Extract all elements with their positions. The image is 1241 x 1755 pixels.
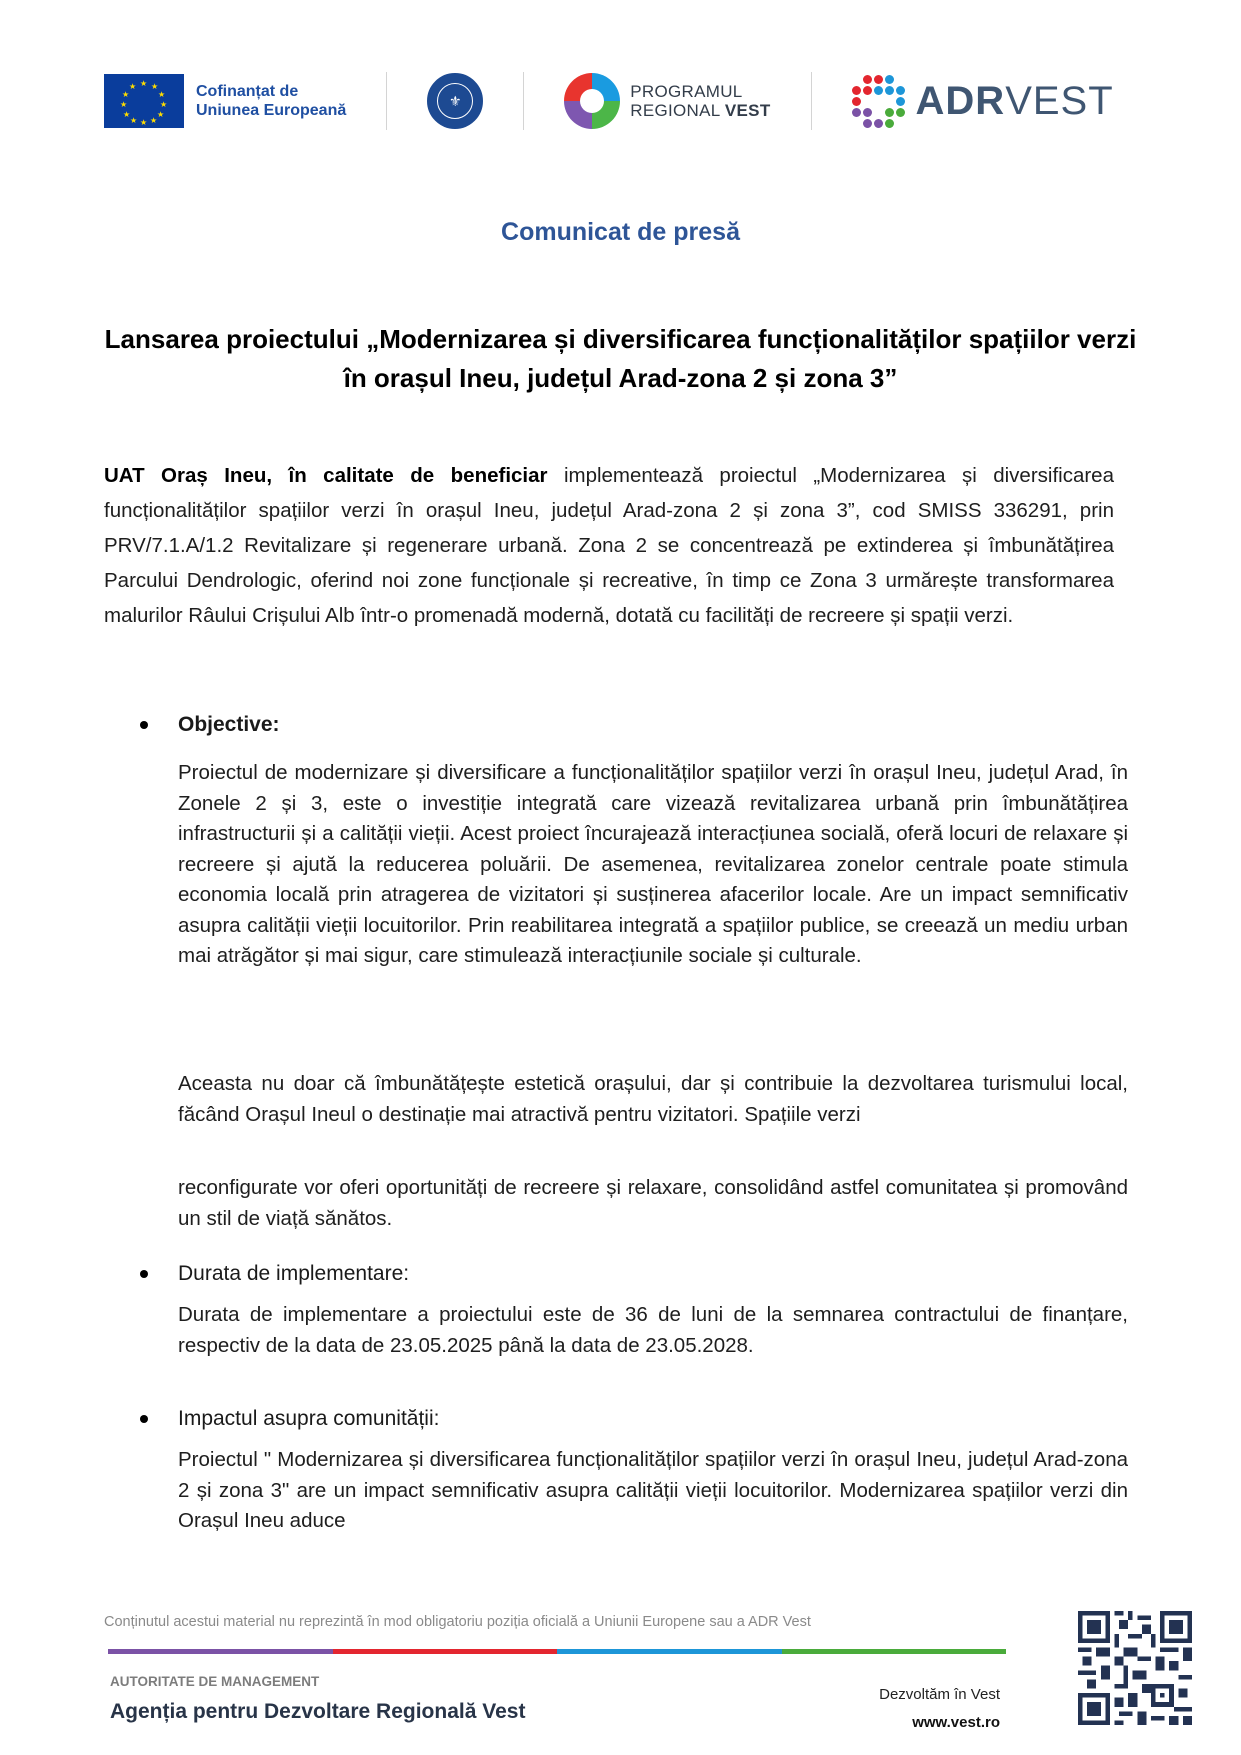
color-bar-segment <box>333 1649 558 1654</box>
bullet-icon <box>140 1270 148 1278</box>
document-title: Lansarea proiectului „Modernizarea și diversificarea funcționalităților spațiilor verzi în orașul Ineu, județul Arad-zona 2 și zona 3” <box>104 324 1137 393</box>
agency-name: Agenția pentru Dezvoltare Regională Vest <box>110 1700 526 1723</box>
footer-color-bar <box>108 1649 1006 1654</box>
eu-cofinancing-label: Cofinanțat de Uniunea Europeană <box>196 83 347 119</box>
adr-vest-dots-icon <box>852 75 904 127</box>
adr-vest-label: ADRVEST <box>915 78 1114 123</box>
duration-paragraph: Durata de implementare a proiectului este de 36 de luni de la semnarea contractului de finanțare, respectiv de la data de 23.05.2025 până la data de 23.05.2028. <box>178 1303 1128 1357</box>
management-authority-label: AUTORITATE DE MANAGEMENT <box>110 1674 320 1689</box>
impact-paragraph: Proiectul " Modernizarea și diversificarea funcționalităților spațiilor verzi în orașul Ineu, județul Arad-zona 2 și zona 3" are un impact semnificativ asupra calității vieții locuitorilor. Modernizarea spațiilor verzi din Orașul Ineu aduce <box>178 1448 1128 1532</box>
romanian-government-seal-icon: ⚜ <box>427 73 483 129</box>
logo-divider <box>811 72 812 130</box>
eu-flag-icon: ★ ★ ★ ★ ★ ★ ★ ★ ★ ★ ★ ★ <box>104 74 184 128</box>
color-bar-segment <box>108 1649 333 1654</box>
logo-divider <box>386 72 387 130</box>
programul-regional-vest-logo-icon <box>564 73 620 129</box>
slogan: Dezvoltăm în Vest <box>879 1686 1000 1703</box>
press-release-label: Comunicat de presă <box>501 218 740 246</box>
bullet-icon <box>140 721 148 729</box>
color-bar-segment <box>557 1649 782 1654</box>
intro-paragraph: UAT Oraș Ineu, în calitate de beneficiar implementează proiectul „Modernizarea și diversificarea funcționalităților spațiilor verzi în orașul Ineu, județul Arad-zona 2 și zona 3”, cod SMISS 336291, prin PRV/7.1.A/1.2 Revitalizare și regenerare urbană. Zona 2 se concentrează pe extinderea și îmbunătățirea Parcului Dendrologic, oferind noi zone funcționale și recreative, în timp ce Zona 3 urmărește transformarea malurilor Râului Crișului Alb într-o promenadă modernă, dotată cu facilități de recreere și spații verzi. <box>104 464 1114 627</box>
website-link[interactable]: www.vest.ro <box>912 1714 1000 1731</box>
qr-code-icon[interactable] <box>1078 1611 1192 1725</box>
logo-header <box>104 66 1137 136</box>
bullet-icon <box>140 1415 148 1423</box>
section-heading-impact: Impactul asupra comunității: <box>140 1407 439 1431</box>
objective-paragraph: Proiectul de modernizare și diversificare a funcționalităților spațiilor verzi în orașul Ineu, județul Arad, în Zonele 2 și 3, este o investiție integrată care vizează revitalizarea urbană prin îmbunătățirea infrastructurii și a calității vieții. Acest proiect încurajează interacțiunea socială, oferă locuri de relaxare și recreere și ajută la reducerea poluării. De asemenea, revitalizarea zonelor centrale poate stimula economia locală prin atragerea de vizitatori și susținerea afacerilor locale. Are un impact semnificativ asupra calității vieții locuitorilor. Prin reabilitarea integrată a spațiilor publice, se creează un mediu urban mai atrăgător și mai sigur, care stimulează interacțiunile sociale și culturale. <box>178 761 1128 967</box>
disclaimer-text: Conținutul acestui material nu reprezintă în mod obligatoriu poziția oficială a Uniunii Europene sau a ADR Vest <box>104 1614 811 1630</box>
programul-regional-vest-label: PROGRAMUL REGIONAL VEST <box>630 82 771 120</box>
beneficiary-label: UAT Oraș Ineu, în calitate de beneficiar <box>104 464 548 487</box>
objective-paragraph: Aceasta nu doar că îmbunătățește estetică orașului, dar și contribuie la dezvoltarea turismului local, făcând Orașul Ineul o destinație mai atractivă pentru vizitatori. Spațiile verzi <box>178 1072 1128 1126</box>
section-heading-objective: Objective: <box>140 713 280 737</box>
logo-divider <box>523 72 524 130</box>
objective-paragraph: reconfigurate vor oferi oportunități de recreere și relaxare, consolidând astfel comunitatea și promovând un stil de viață sănătos. <box>178 1176 1128 1230</box>
section-heading-duration: Durata de implementare: <box>140 1262 409 1286</box>
color-bar-segment <box>782 1649 1007 1654</box>
